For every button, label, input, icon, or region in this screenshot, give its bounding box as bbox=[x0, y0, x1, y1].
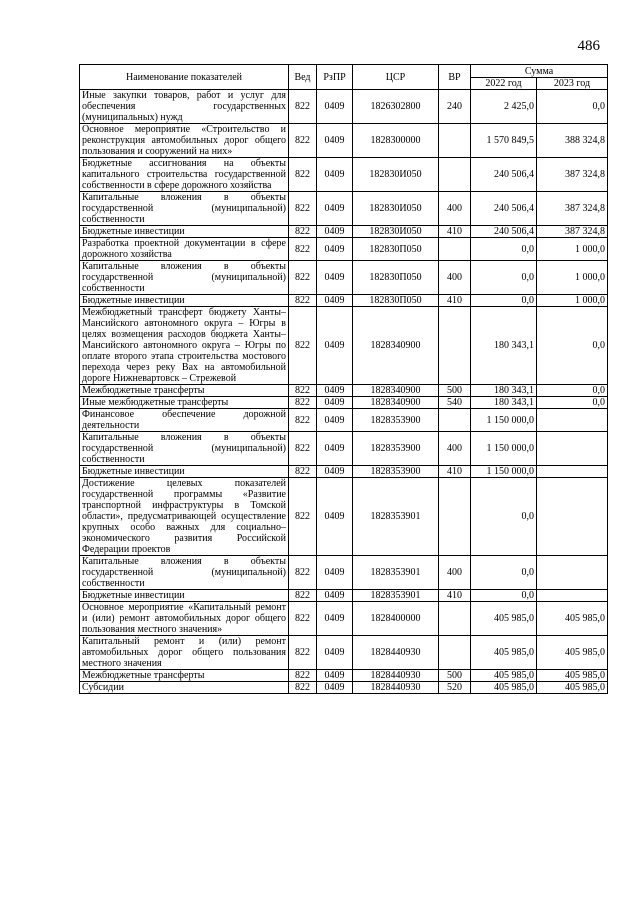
row-name: Разработка проектной документации в сфере дорожного хозяйства bbox=[80, 238, 289, 261]
table-row bbox=[80, 590, 608, 602]
row-sum-2023 bbox=[537, 556, 608, 590]
row-vr bbox=[439, 158, 471, 192]
row-sum-2022: 0,0 bbox=[471, 478, 537, 556]
row-name: Межбюджетные трансферты bbox=[80, 670, 289, 682]
row-vr bbox=[439, 124, 471, 158]
row-rzpr: 0409 bbox=[317, 238, 353, 261]
row-rzpr: 0409 bbox=[317, 682, 353, 694]
row-name: Финансовое обеспечение дорожной деятельности bbox=[80, 409, 289, 432]
row-vr bbox=[439, 602, 471, 636]
row-ved: 822 bbox=[289, 261, 317, 295]
row-name: Основное мероприятие «Строительство и реконструкция автомобильных дорог общего пользования и сооружений на них» bbox=[80, 124, 289, 158]
row-csr: 1828353900 bbox=[353, 432, 439, 466]
table-body bbox=[80, 90, 608, 694]
row-ved: 822 bbox=[289, 295, 317, 307]
row-ved: 822 bbox=[289, 590, 317, 602]
row-rzpr: 0409 bbox=[317, 602, 353, 636]
row-vr bbox=[439, 478, 471, 556]
row-csr: 1828440930 bbox=[353, 670, 439, 682]
budget-table bbox=[79, 64, 608, 694]
table-row bbox=[80, 90, 608, 124]
row-sum-2023: 0,0 bbox=[537, 397, 608, 409]
row-vr bbox=[439, 307, 471, 385]
header-name: Наименование показателей bbox=[80, 65, 289, 90]
table-row bbox=[80, 238, 608, 261]
row-csr: 1828353900 bbox=[353, 466, 439, 478]
row-sum-2022: 405 985,0 bbox=[471, 670, 537, 682]
row-name: Капитальные вложения в объекты государственной (муниципальной) собственности bbox=[80, 432, 289, 466]
row-sum-2023: 405 985,0 bbox=[537, 682, 608, 694]
row-sum-2023: 1 000,0 bbox=[537, 261, 608, 295]
row-ved: 822 bbox=[289, 478, 317, 556]
table-row bbox=[80, 158, 608, 192]
row-ved: 822 bbox=[289, 307, 317, 385]
row-rzpr: 0409 bbox=[317, 307, 353, 385]
row-name: Бюджетные инвестиции bbox=[80, 590, 289, 602]
row-vr: 500 bbox=[439, 670, 471, 682]
table-row bbox=[80, 385, 608, 397]
row-sum-2022: 0,0 bbox=[471, 556, 537, 590]
row-sum-2022: 180 343,1 bbox=[471, 385, 537, 397]
row-name: Бюджетные ассигнования на объекты капитального строительства государственной собственности в сфере дорожного хозяйства bbox=[80, 158, 289, 192]
row-csr: 182830И050 bbox=[353, 158, 439, 192]
table-row bbox=[80, 432, 608, 466]
page-number: 486 bbox=[577, 38, 600, 54]
row-sum-2023 bbox=[537, 432, 608, 466]
row-vr bbox=[439, 409, 471, 432]
table-row bbox=[80, 307, 608, 385]
row-sum-2022: 1 150 000,0 bbox=[471, 432, 537, 466]
row-sum-2022: 240 506,4 bbox=[471, 158, 537, 192]
row-name: Капитальные вложения в объекты государственной (муниципальной) собственности bbox=[80, 192, 289, 226]
row-sum-2022: 405 985,0 bbox=[471, 636, 537, 670]
row-vr: 520 bbox=[439, 682, 471, 694]
row-vr: 400 bbox=[439, 192, 471, 226]
row-ved: 822 bbox=[289, 602, 317, 636]
row-name: Иные закупки товаров, работ и услуг для обеспечения государственных (муниципальных) нужд bbox=[80, 90, 289, 124]
row-csr: 1828340900 bbox=[353, 385, 439, 397]
row-csr: 1828353900 bbox=[353, 409, 439, 432]
row-csr: 1828300000 bbox=[353, 124, 439, 158]
row-sum-2023: 387 324,8 bbox=[537, 192, 608, 226]
row-ved: 822 bbox=[289, 466, 317, 478]
header-year-2022: 2022 год bbox=[471, 78, 537, 90]
header-ved: Вед bbox=[289, 65, 317, 90]
row-ved: 822 bbox=[289, 682, 317, 694]
row-sum-2022: 405 985,0 bbox=[471, 602, 537, 636]
table-row bbox=[80, 261, 608, 295]
row-ved: 822 bbox=[289, 432, 317, 466]
row-vr bbox=[439, 238, 471, 261]
row-vr: 410 bbox=[439, 295, 471, 307]
row-csr: 1828353901 bbox=[353, 556, 439, 590]
row-sum-2023: 387 324,8 bbox=[537, 226, 608, 238]
row-vr: 410 bbox=[439, 466, 471, 478]
row-csr: 1828340900 bbox=[353, 397, 439, 409]
row-sum-2023: 1 000,0 bbox=[537, 238, 608, 261]
row-vr: 500 bbox=[439, 385, 471, 397]
row-rzpr: 0409 bbox=[317, 556, 353, 590]
row-rzpr: 0409 bbox=[317, 478, 353, 556]
row-sum-2022: 1 150 000,0 bbox=[471, 409, 537, 432]
row-rzpr: 0409 bbox=[317, 670, 353, 682]
row-ved: 822 bbox=[289, 124, 317, 158]
row-sum-2023: 0,0 bbox=[537, 307, 608, 385]
row-sum-2023 bbox=[537, 590, 608, 602]
row-sum-2022: 2 425,0 bbox=[471, 90, 537, 124]
row-sum-2022: 1 570 849,5 bbox=[471, 124, 537, 158]
row-sum-2022: 240 506,4 bbox=[471, 226, 537, 238]
row-vr: 400 bbox=[439, 432, 471, 466]
row-ved: 822 bbox=[289, 158, 317, 192]
row-sum-2023: 0,0 bbox=[537, 385, 608, 397]
row-csr: 1828440930 bbox=[353, 636, 439, 670]
row-sum-2023: 405 985,0 bbox=[537, 636, 608, 670]
row-ved: 822 bbox=[289, 397, 317, 409]
row-rzpr: 0409 bbox=[317, 158, 353, 192]
row-sum-2023: 405 985,0 bbox=[537, 602, 608, 636]
row-rzpr: 0409 bbox=[317, 192, 353, 226]
row-sum-2023 bbox=[537, 466, 608, 478]
table-row bbox=[80, 602, 608, 636]
table-row bbox=[80, 397, 608, 409]
row-name: Субсидии bbox=[80, 682, 289, 694]
row-csr: 1828400000 bbox=[353, 602, 439, 636]
table-row bbox=[80, 192, 608, 226]
row-rzpr: 0409 bbox=[317, 295, 353, 307]
row-rzpr: 0409 bbox=[317, 90, 353, 124]
row-rzpr: 0409 bbox=[317, 636, 353, 670]
row-rzpr: 0409 bbox=[317, 226, 353, 238]
row-csr: 182830П050 bbox=[353, 261, 439, 295]
table-row bbox=[80, 124, 608, 158]
header-sum: Сумма bbox=[471, 65, 608, 78]
table-row bbox=[80, 636, 608, 670]
row-ved: 822 bbox=[289, 192, 317, 226]
row-ved: 822 bbox=[289, 556, 317, 590]
row-name: Бюджетные инвестиции bbox=[80, 466, 289, 478]
row-sum-2022: 0,0 bbox=[471, 238, 537, 261]
header-year-2023: 2023 год bbox=[537, 78, 608, 90]
table-row bbox=[80, 670, 608, 682]
table-row bbox=[80, 682, 608, 694]
row-sum-2023: 405 985,0 bbox=[537, 670, 608, 682]
row-name: Бюджетные инвестиции bbox=[80, 226, 289, 238]
row-ved: 822 bbox=[289, 385, 317, 397]
header-csr: ЦСР bbox=[353, 65, 439, 90]
row-vr: 540 bbox=[439, 397, 471, 409]
table-row bbox=[80, 556, 608, 590]
row-csr: 182830И050 bbox=[353, 226, 439, 238]
row-ved: 822 bbox=[289, 238, 317, 261]
row-ved: 822 bbox=[289, 636, 317, 670]
row-sum-2022: 180 343,1 bbox=[471, 307, 537, 385]
row-ved: 822 bbox=[289, 90, 317, 124]
table-row bbox=[80, 466, 608, 478]
row-sum-2023: 1 000,0 bbox=[537, 295, 608, 307]
table-row bbox=[80, 295, 608, 307]
row-sum-2022: 405 985,0 bbox=[471, 682, 537, 694]
row-name: Основное мероприятие «Капитальный ремонт и (или) ремонт автомобильных дорог общего пользования местного значения» bbox=[80, 602, 289, 636]
row-sum-2023 bbox=[537, 478, 608, 556]
row-rzpr: 0409 bbox=[317, 466, 353, 478]
row-sum-2022: 180 343,1 bbox=[471, 397, 537, 409]
row-name: Капитальные вложения в объекты государственной (муниципальной) собственности bbox=[80, 261, 289, 295]
row-name: Бюджетные инвестиции bbox=[80, 295, 289, 307]
row-sum-2022: 0,0 bbox=[471, 261, 537, 295]
row-name: Капитальный ремонт и (или) ремонт автомобильных дорог общего пользования местного значения bbox=[80, 636, 289, 670]
row-sum-2022: 0,0 bbox=[471, 590, 537, 602]
row-csr: 1828353901 bbox=[353, 478, 439, 556]
row-sum-2023: 387 324,8 bbox=[537, 158, 608, 192]
row-ved: 822 bbox=[289, 226, 317, 238]
row-rzpr: 0409 bbox=[317, 124, 353, 158]
row-sum-2023 bbox=[537, 409, 608, 432]
row-csr: 182830И050 bbox=[353, 192, 439, 226]
row-vr: 410 bbox=[439, 226, 471, 238]
row-sum-2022: 1 150 000,0 bbox=[471, 466, 537, 478]
row-vr: 400 bbox=[439, 261, 471, 295]
table-row bbox=[80, 478, 608, 556]
row-csr: 182830П050 bbox=[353, 238, 439, 261]
row-vr bbox=[439, 636, 471, 670]
row-sum-2023: 388 324,8 bbox=[537, 124, 608, 158]
row-rzpr: 0409 bbox=[317, 432, 353, 466]
table-row bbox=[80, 409, 608, 432]
row-rzpr: 0409 bbox=[317, 409, 353, 432]
row-csr: 1828340900 bbox=[353, 307, 439, 385]
header-vr: ВР bbox=[439, 65, 471, 90]
header-rzpr: РзПР bbox=[317, 65, 353, 90]
row-csr: 182830П050 bbox=[353, 295, 439, 307]
row-rzpr: 0409 bbox=[317, 590, 353, 602]
row-vr: 410 bbox=[439, 590, 471, 602]
row-rzpr: 0409 bbox=[317, 261, 353, 295]
row-ved: 822 bbox=[289, 670, 317, 682]
row-name: Капитальные вложения в объекты государственной (муниципальной) собственности bbox=[80, 556, 289, 590]
row-ved: 822 bbox=[289, 409, 317, 432]
row-rzpr: 0409 bbox=[317, 397, 353, 409]
row-rzpr: 0409 bbox=[317, 385, 353, 397]
row-sum-2023: 0,0 bbox=[537, 90, 608, 124]
row-csr: 1826302800 bbox=[353, 90, 439, 124]
row-name: Иные межбюджетные трансферты bbox=[80, 397, 289, 409]
row-csr: 1828353901 bbox=[353, 590, 439, 602]
row-csr: 1828440930 bbox=[353, 682, 439, 694]
row-name: Межбюджетный трансферт бюджету Ханты–Мансийского автономного округа – Югры в целях возмещения расходов бюджета Ханты–Мансийского автономного округа – Югры по оплате второго этапа строительства мостового перехода через реку Вах на автомобильной дороге Нижневартовск – Стрежевой bbox=[80, 307, 289, 385]
row-sum-2022: 240 506,4 bbox=[471, 192, 537, 226]
row-vr: 400 bbox=[439, 556, 471, 590]
row-name: Межбюджетные трансферты bbox=[80, 385, 289, 397]
row-vr: 240 bbox=[439, 90, 471, 124]
table-row bbox=[80, 226, 608, 238]
row-name: Достижение целевых показателей государственной программы «Развитие транспортной инфраструктуры в Томской области», предусматривающей осуществление крупных особо важных для социально–экономического развития Российской Федерации проектов bbox=[80, 478, 289, 556]
row-sum-2022: 0,0 bbox=[471, 295, 537, 307]
